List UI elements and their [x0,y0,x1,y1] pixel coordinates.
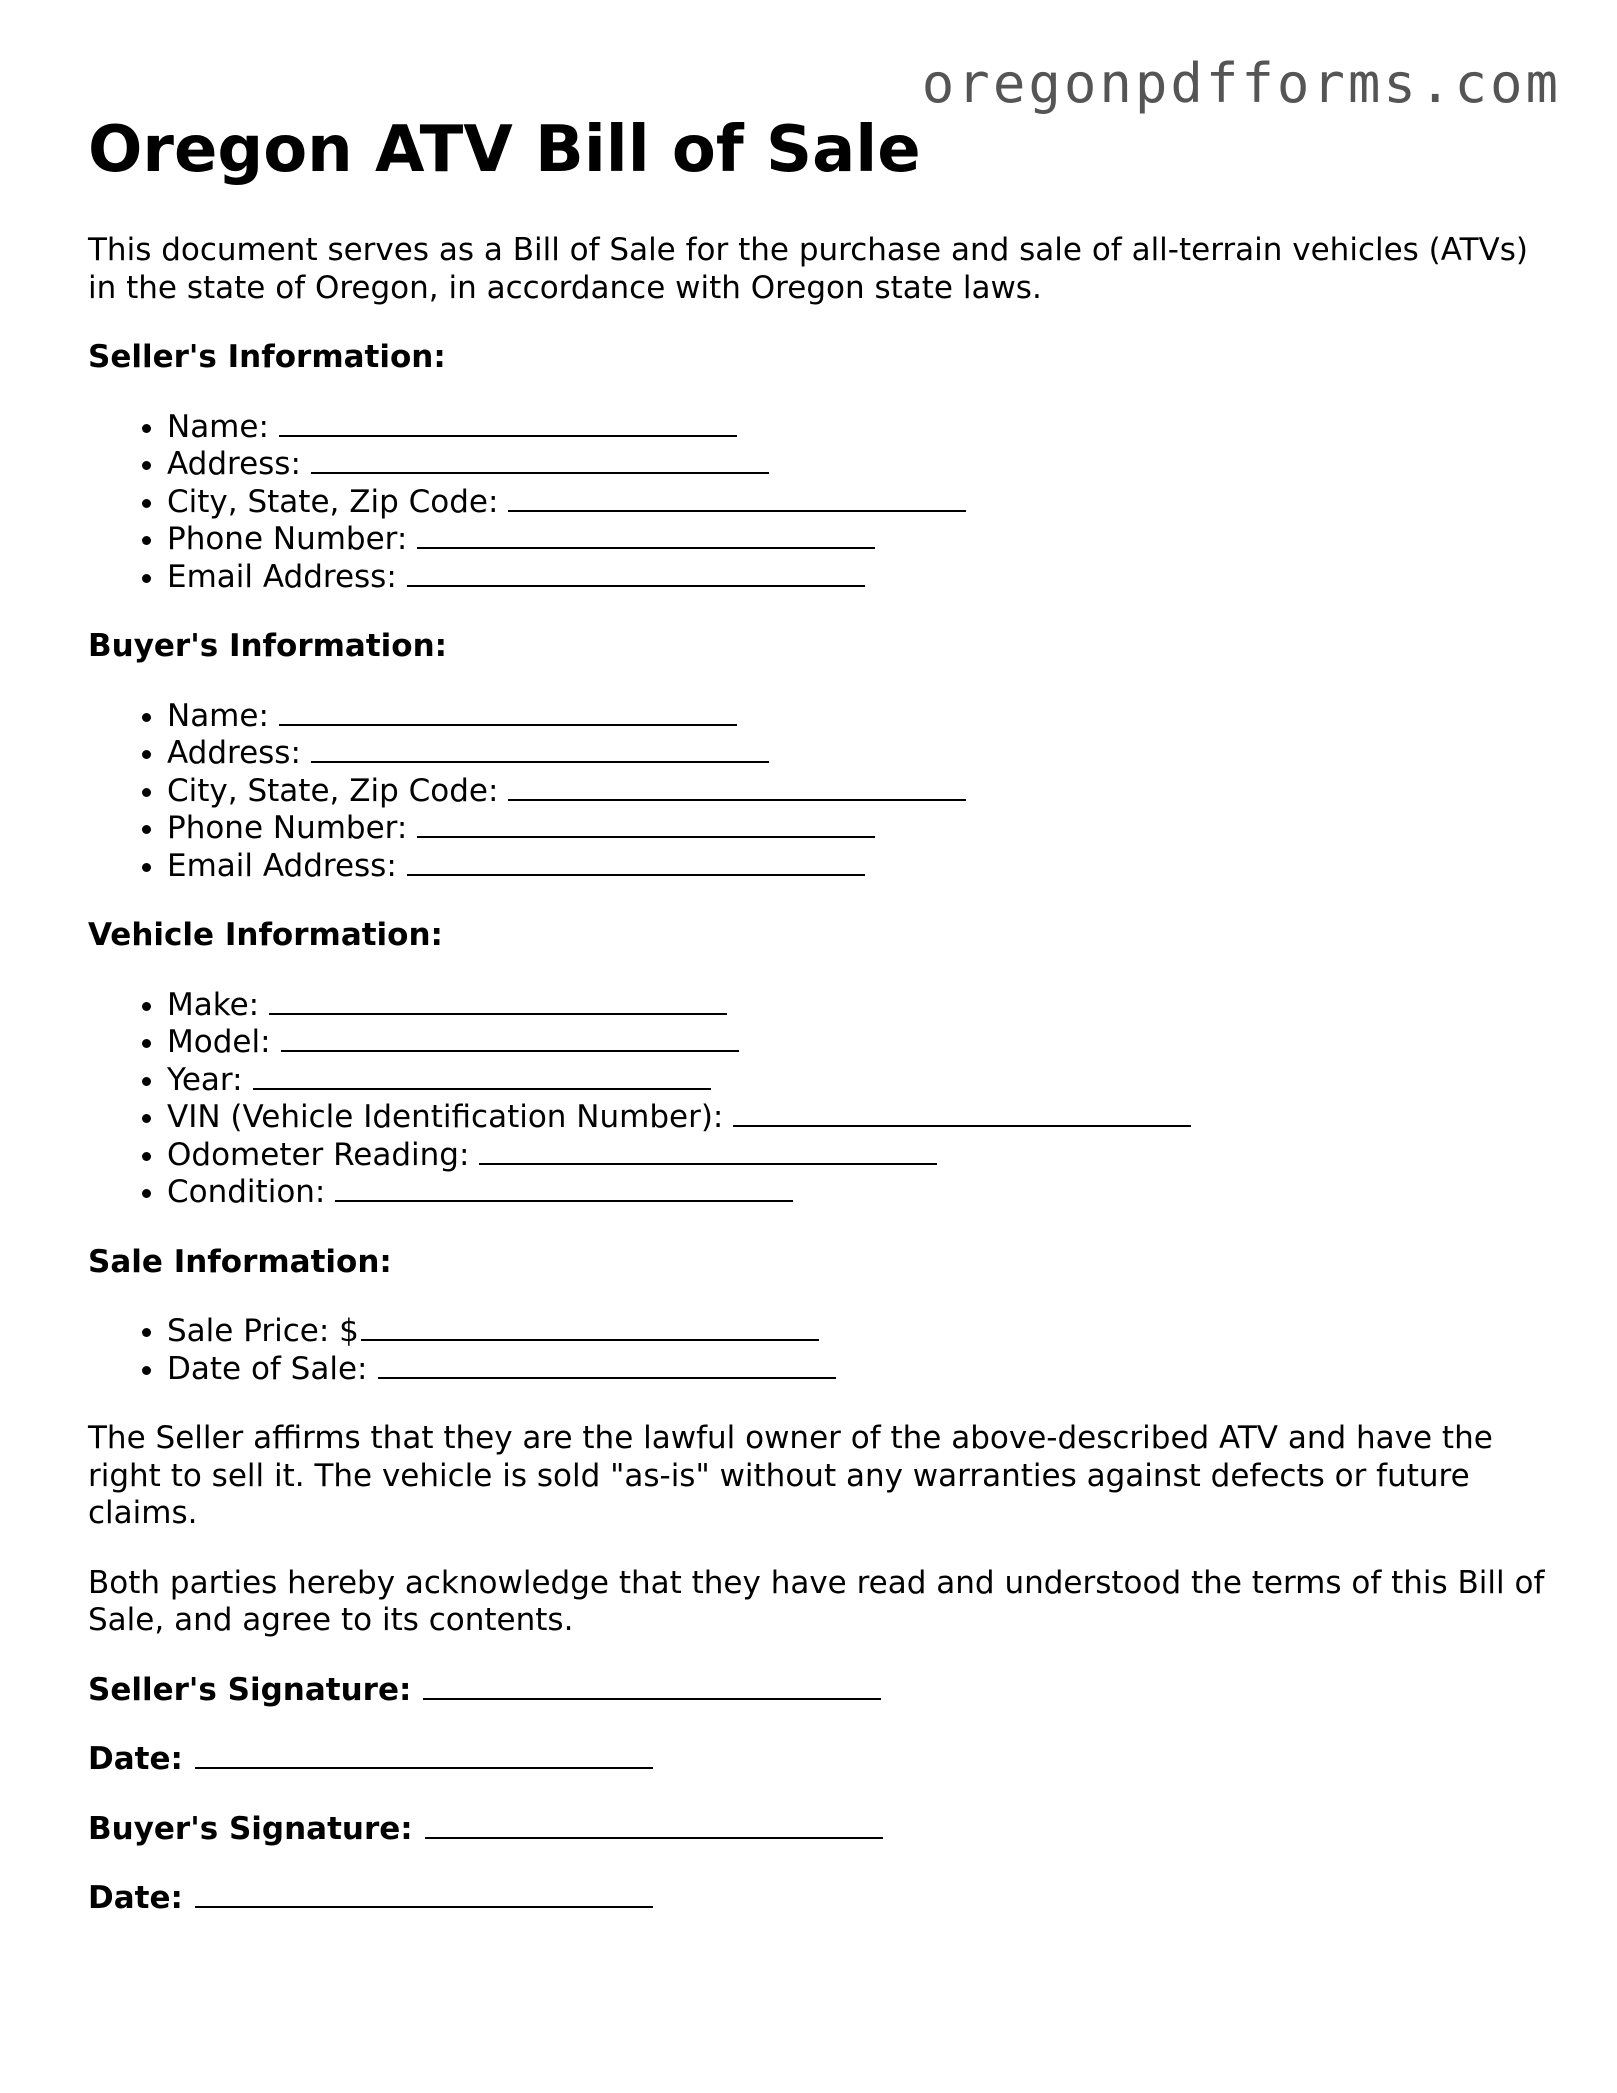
seller-address-blank[interactable] [311,446,769,474]
field-label: Email Address: [167,847,397,884]
vehicle-section-heading: Vehicle Information: [88,917,443,953]
seller-signature-line [88,1672,1548,1710]
page-title: Oregon ATV Bill of Sale [88,113,921,187]
field-label: Address: [167,735,301,771]
vehicle-make-field [167,987,1548,1025]
seller-city-state-zip-field [167,484,1548,522]
buyer-email-blank[interactable] [407,848,865,876]
seller-section-heading: Seller's Information: [88,339,446,375]
buyer-date-line [88,1880,1548,1918]
field-label: Buyer's Signature: [88,1810,413,1847]
buyer-phone-field [167,810,1548,848]
site-watermark: oregonpdfforms.com [921,52,1561,115]
vehicle-condition-blank[interactable] [335,1174,793,1202]
buyer-city-state-zip-blank[interactable] [508,773,966,801]
vehicle-vin-blank[interactable] [733,1099,1191,1127]
buyer-signature-blank[interactable] [425,1811,883,1839]
sale-price-field [167,1313,1548,1351]
field-label: Address: [167,446,301,482]
vehicle-odometer-blank[interactable] [479,1137,937,1165]
seller-date-blank[interactable] [195,1741,653,1769]
buyer-email-field [167,848,1548,886]
bill-of-sale-document [88,108,1548,1918]
sale-price-blank[interactable] [361,1313,819,1341]
buyer-phone-blank[interactable] [417,810,875,838]
seller-name-field [167,409,1548,447]
sale-date-blank[interactable] [378,1351,836,1379]
acknowledgment-paragraph: Both parties hereby acknowledge that they have read and understood the terms of this Bill of Sale, and agree to its contents. [88,1564,1545,1638]
sale-date-field [167,1351,1548,1389]
field-label: Date: [88,1741,183,1777]
buyer-name-blank[interactable] [279,698,737,726]
field-label: Model: [167,1024,271,1060]
affirmation-paragraph: The Seller affirms that they are the lawful owner of the above-described ATV and have the right to sell it. The vehicle is sold "as-is" without any warranties against defects or future claims. [88,1420,1493,1531]
seller-date-line [88,1741,1548,1779]
seller-field-list [88,409,1548,597]
seller-name-blank[interactable] [279,409,737,437]
field-label: Name: [167,697,269,734]
sale-section-heading: Sale Information: [88,1243,392,1280]
vehicle-vin-field [167,1099,1548,1137]
field-label: Sale Price: $ [167,1313,359,1349]
field-label: Email Address: [167,558,397,595]
seller-phone-field [167,521,1548,559]
vehicle-condition-field [167,1174,1548,1212]
buyer-date-blank[interactable] [195,1880,653,1908]
seller-signature-blank[interactable] [423,1672,881,1700]
seller-address-field [167,446,1548,484]
seller-phone-blank[interactable] [417,521,875,549]
field-label: Phone Number: [167,810,408,846]
vehicle-make-blank[interactable] [269,987,727,1015]
vehicle-year-field [167,1062,1548,1100]
field-label: Phone Number: [167,521,408,557]
vehicle-model-field [167,1024,1548,1062]
vehicle-odometer-field [167,1137,1548,1175]
sale-field-list [88,1313,1548,1388]
field-label: Date: [88,1880,183,1916]
field-label: Date of Sale: [167,1350,368,1387]
buyer-address-blank[interactable] [311,735,769,763]
vehicle-year-blank[interactable] [253,1062,711,1090]
field-label: Make: [167,986,260,1023]
field-label: City, State, Zip Code: [167,772,499,809]
vehicle-field-list [88,987,1548,1212]
buyer-name-field [167,698,1548,736]
field-label: Condition: [167,1174,326,1210]
field-label: Year: [167,1061,243,1098]
field-label: City, State, Zip Code: [167,483,499,520]
seller-email-field [167,559,1548,597]
buyer-signature-line [88,1811,1548,1849]
intro-paragraph: This document serves as a Bill of Sale for the purchase and sale of all-terrain vehicles (ATVs) in the state of Oregon, in accordance with Oregon state laws. [88,232,1528,306]
field-label: Seller's Signature: [88,1671,412,1708]
buyer-section-heading: Buyer's Information: [88,628,448,664]
vehicle-model-blank[interactable] [281,1024,739,1052]
seller-email-blank[interactable] [407,559,865,587]
buyer-address-field [167,735,1548,773]
field-label: Name: [167,408,269,445]
field-label: VIN (Vehicle Identification Number): [167,1099,724,1135]
field-label: Odometer Reading: [167,1136,470,1173]
seller-city-state-zip-blank[interactable] [508,484,966,512]
buyer-city-state-zip-field [167,773,1548,811]
buyer-field-list [88,698,1548,886]
